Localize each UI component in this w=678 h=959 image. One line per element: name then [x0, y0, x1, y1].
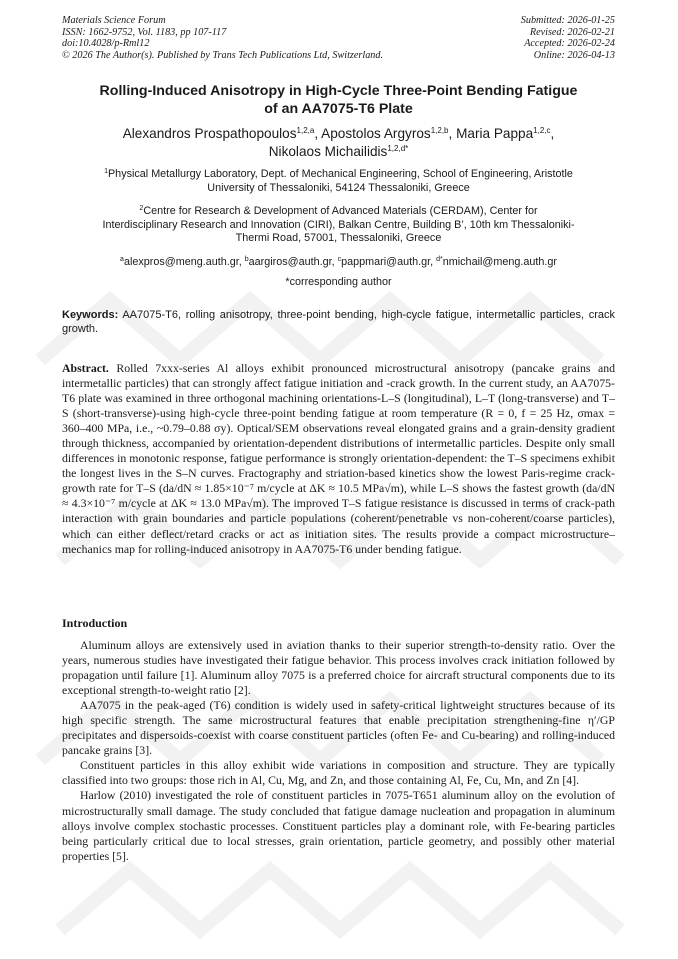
- author-sup: 1,2,a: [296, 126, 315, 135]
- journal-name: Materials Science Forum: [62, 15, 166, 26]
- author-name: Alexandros Prospathopoulos: [122, 126, 297, 141]
- date-submitted: Submitted: 2026-01-25: [520, 15, 615, 26]
- author-name: Nikolaos Michailidis: [268, 143, 388, 159]
- journal-copyright: © 2026 The Author(s). Published by Trans Tech Publications Ltd, Switzerland.: [62, 49, 384, 61]
- paragraph: Harlow (2010) investigated the role of constituent particles in 7075-T651 aluminum alloy on the evolution of microstructurally small damage. The study concluded that fatigue damage nucleation and propagation in aluminum alloys involve complex stochastic processes. Constituent particles play a dominant role, with Fe-bearing particles being particularly critical due to local stresses, grain orientation, particle geometry, and possibly other material properties [5].: [62, 788, 615, 863]
- keywords-text: AA7075-T6, rolling anisotropy, three-point bending, high-cycle fatigue, intermetallic particles, crack growth.: [62, 309, 615, 336]
- author-sup: 1,2,d*: [387, 143, 409, 153]
- journal-info: [62, 15, 383, 61]
- introduction-heading: Introduction: [62, 616, 128, 630]
- email-link[interactable]: aargiros@auth.gr: [248, 256, 332, 268]
- affiliation-sup: 2: [139, 205, 144, 212]
- abstract-section: [62, 361, 615, 557]
- paragraph: Constituent particles in this alloy exhibit wide variations in composition and structure. They are typically classified into two groups: those rich in Al, Cu, Mg, and Zn, and those containing Al, Fe, Cu, Mn, and Zn [4].: [62, 758, 615, 788]
- paragraph: Aluminum alloys are extensively used in aviation thanks to their superior strength-to-density ratio. Over the years, numerous studies have investigated their fatigue behavior. This process involves crack initiation followed by propagation until failure [1]. Aluminum alloy 7075 is a preferred choice for aircraft structural components due to its exceptional strength-to-weight ratio [2].: [62, 638, 615, 698]
- introduction-body: [62, 638, 615, 864]
- author-list: [62, 125, 615, 160]
- publication-dates: [521, 15, 615, 61]
- journal-issn: ISSN: 1662-9752, Vol. 1183, pp 107-117: [62, 26, 227, 38]
- author-line-2: [62, 143, 615, 161]
- affiliation-2: [62, 205, 615, 246]
- author-sup: 1,2,c: [533, 126, 551, 135]
- affiliation-1: [62, 168, 615, 195]
- paper-title: [62, 82, 615, 118]
- title-line-2: of an AA7075-T6 Plate: [264, 101, 413, 117]
- email-link[interactable]: alexpros@meng.auth.gr: [123, 256, 239, 268]
- date-accepted: Accepted: 2026-02-24: [524, 38, 615, 49]
- affiliation-text: Physical Metallurgy Laboratory, Dept. of Mechanical Engineering, School of Engineering, Aristotle: [107, 168, 573, 180]
- journal-doi[interactable]: doi:10.4028/p-Rml12: [62, 38, 150, 49]
- keywords-section: [62, 308, 615, 336]
- title-line-1: Rolling-Induced Anisotropy in High-Cycle Three-Point Bending Fatigue: [99, 83, 578, 99]
- affiliation-sup: 1: [104, 168, 108, 175]
- affiliation-text: Centre for Research & Development of Advanced Materials (CERDAM), Center for: [143, 205, 538, 217]
- author-name: Maria Pappa: [456, 126, 534, 141]
- affiliation-text: Interdisciplinary Research and Innovation (CIRI), Balkan Centre, Building B’, 10th km Thessaloniki-: [102, 218, 575, 231]
- corresponding-author-note: *corresponding author: [285, 276, 392, 288]
- author-emails: $^a$alexpros@meng.auth.gr, $^b$aargiros@auth.gr, $^c$pappmari@auth.gr, $^{d*}$nmichail@meng.auth.gr: [120, 256, 557, 268]
- email-link[interactable]: nmichail@meng.auth.gr: [442, 256, 557, 268]
- date-online: Online: 2026-04-13: [533, 49, 615, 61]
- date-revised: Revised: 2026-02-21: [529, 26, 615, 38]
- author-sup: 1,2,b: [430, 126, 449, 135]
- affiliation-text: University of Thessaloniki, 54124 Thessaloniki, Greece: [207, 181, 470, 194]
- keywords-label: Keywords:: [62, 309, 119, 321]
- author-line-1: Alexandros Prospathopoulos$^{1,2,a}$, Apostolos Argyros$^{1,2,b}$, Maria Pappa$^{1,2,c}$,: [122, 126, 555, 141]
- abstract-text: Rolled 7xxx-series Al alloys exhibit pronounced microstructural anisotropy (pancake grains and intermetallic particles) that can strongly affect fatigue initiation and -crack growth. In the current study, an AA7075-T6 plate was examined in three orthogonal machining orientations-L–S (longitudinal), L–T (long-transverse) and T–S (short-transverse)-using high-cycle three-point bending fatigue at room temperature (R = 0, f = 25 Hz, σmax = 360–400 MPa, i.e., ~0.79–0.88 σy). Optical/SEM observations reveal elongated grains and a grain-density gradient through thickness, accompanied by orientation-dependent distributions of intermetallic particles. Despite only small differences in monotonic response, fatigue performance is strongly orientation-dependent: the T–S specimens exhibit the longest lives in the S–N curves. Fractography and striation-based kinetics show the lowest Paris-regime crack-growth rate for T–S (da/dN ≈ 1.85×10⁻⁷ m/cycle at ΔK ≈ 10.5 MPa√m), while L–S shows the fastest growth (da/dN ≈ 4.3×10⁻⁷ m/cycle at ΔK ≈ 13.0 MPa√m). The improved T–S fatigue resistance is discussed in terms of crack-path interaction with grain boundaries and particle populations (coherent/penetrable vs non-coherent/coarse particles), which can either deflect/retard cracks or act as initiation sites. The results provide a compact microstructure–mechanics map for rolling-induced anisotropy in AA7075-T6 under bending fatigue.: [62, 361, 615, 556]
- email-link[interactable]: pappmari@auth.gr: [341, 256, 431, 268]
- affiliation-text: Thermi Road, 57001, Thessaloniki, Greece: [235, 232, 442, 245]
- abstract-label: Abstract.: [62, 361, 109, 375]
- author-name: Apostolos Argyros: [321, 126, 431, 141]
- paragraph: AA7075 in the peak-aged (T6) condition is widely used in safety-critical lightweight structures because of its high specific strength. The same microstructural features that enable precipitation strengthening-fine η′/GP precipitates and dispersoids-coexist with coarse constituent particles (often Fe- and Cu-bearing) and rolling-induced pancake grains [3].: [62, 698, 615, 758]
